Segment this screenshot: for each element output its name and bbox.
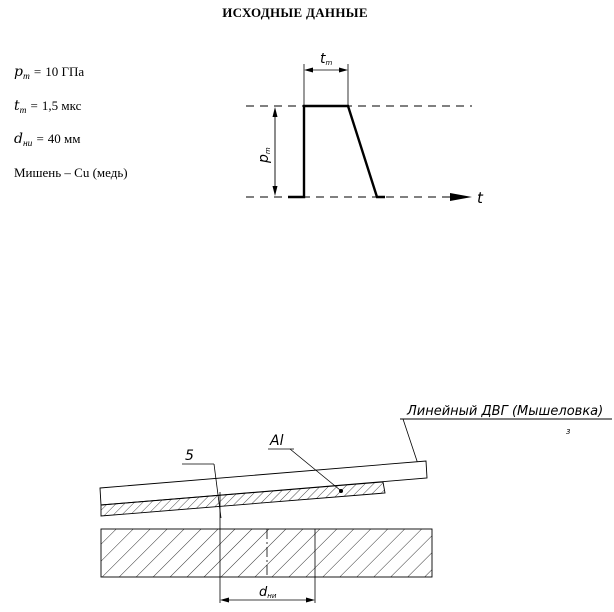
al-label: Al bbox=[270, 433, 284, 449]
param-subscript: m bbox=[22, 72, 30, 82]
param-value: 1,5 мкс bbox=[41, 97, 82, 113]
diameter-arrow-right bbox=[306, 598, 315, 603]
param-diameter: $d_{ни} = 40$ мм bbox=[14, 131, 81, 149]
al-leader-dot bbox=[339, 489, 343, 493]
pulse-diagram bbox=[246, 51, 484, 207]
duration-arrow-right bbox=[339, 68, 348, 73]
duration-arrow-left bbox=[304, 68, 313, 73]
param-symbol: t bbox=[14, 97, 20, 114]
device-note: 3 bbox=[566, 428, 571, 436]
diameter-arrow-left bbox=[220, 598, 229, 603]
param-subscript: ни bbox=[22, 139, 33, 149]
param-pressure: $p_m = 10$ ГПа bbox=[14, 64, 85, 82]
time-axis-label: t bbox=[477, 189, 483, 207]
device-label: Линейный ДВГ (Мышеловка) bbox=[407, 404, 604, 419]
target-material: Мишень – Cu (медь) bbox=[14, 164, 128, 180]
setup-diagram bbox=[100, 404, 612, 603]
param-value: 10 ГПа bbox=[45, 64, 85, 79]
amplitude-label: pm bbox=[256, 147, 272, 163]
pulse-profile bbox=[288, 106, 385, 197]
amplitude-arrow-top bbox=[273, 107, 278, 117]
target-block bbox=[101, 529, 432, 577]
param-duration: $t_m = 1,5$ мкс bbox=[14, 97, 82, 116]
diameter-label: dни bbox=[259, 585, 277, 600]
param-subscript: m bbox=[19, 105, 27, 116]
amplitude-arrow-bottom bbox=[273, 186, 278, 196]
time-axis-arrow bbox=[450, 193, 472, 201]
gap-label: 5 bbox=[185, 448, 194, 464]
param-symbol: p bbox=[14, 64, 23, 80]
duration-label: tm bbox=[320, 51, 333, 67]
device-leader-line bbox=[403, 419, 418, 464]
page-title: ИСХОДНЫЕ ДАННЫЕ bbox=[222, 5, 368, 20]
param-symbol: d bbox=[14, 131, 23, 147]
param-value: 40 мм bbox=[47, 131, 81, 146]
